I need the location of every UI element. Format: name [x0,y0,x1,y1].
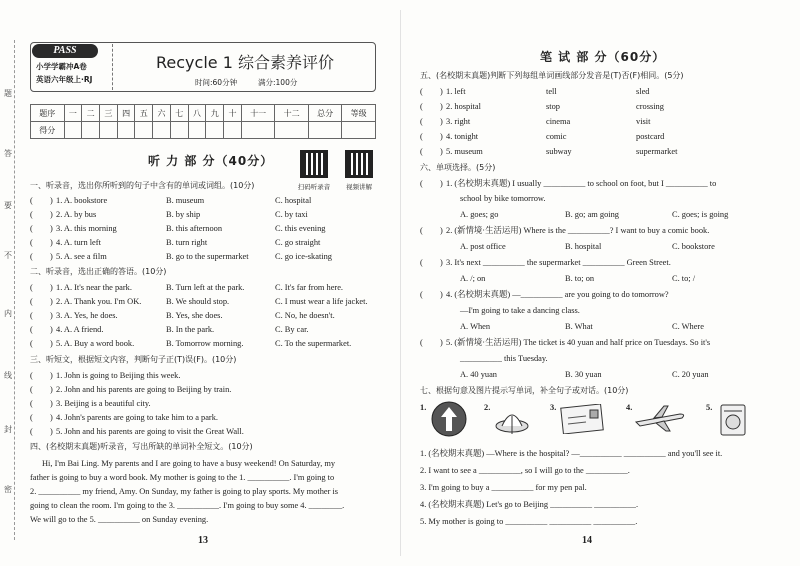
score-blank[interactable] [117,122,135,139]
statement: 5. John and his parents are going to visit the Great Wall. [56,427,244,436]
option-b: B. turn right [166,238,208,247]
score-table [30,104,376,139]
option-b: B. go to the supermarket [166,252,249,261]
option-b: B. In the park. [166,325,215,334]
answer-paren[interactable]: ( [420,87,423,96]
option-a: A. post office [460,242,506,251]
option-a: 3. A. Yes, he does. [56,311,118,320]
score-blank[interactable] [153,122,171,139]
qr-audio-label: 扫码听录音 [297,183,331,191]
fill-in-line: 1. (名校期末真题) —Where is the hospital? —__________ __________ and you'll see it. [420,449,723,458]
option-c: C. by taxi [275,210,308,219]
answer-paren-close: ) [50,427,53,436]
airplane-icon [634,404,686,432]
answer-paren[interactable]: ( [30,311,33,320]
answer-paren-close: ) [440,179,443,188]
written-heading: 笔 试 部 分（60分） [540,50,666,64]
word: 1. left [446,87,466,96]
score-cell: 八 [188,105,206,122]
option-a: 4. A. A friend. [56,325,104,334]
word: crossing [636,102,664,111]
answer-paren[interactable]: ( [420,132,423,141]
option-a: 5. A. see a film [56,252,107,261]
score-cell: 十 [224,105,242,122]
answer-paren[interactable]: ( [30,413,33,422]
picture-number: 5. [706,403,713,412]
score-blank[interactable] [308,122,342,139]
answer-paren[interactable]: ( [30,283,33,292]
option-b: B. this afternoon [166,224,223,233]
answer-paren[interactable]: ( [30,385,33,394]
answer-paren-close: ) [440,226,443,235]
option-b: B. by ship [166,210,201,219]
answer-paren[interactable]: ( [30,371,33,380]
option-c: C. to; / [672,274,696,283]
answer-paren[interactable]: ( [30,339,33,348]
word: 3. right [446,117,471,126]
answer-paren-close: ) [50,210,53,219]
answer-paren[interactable]: ( [30,210,33,219]
question-stem: 2. (新情境·生活运用) Where is the __________? I want to buy a comic book. [446,226,710,235]
fill-in-line: 2. I want to see a __________, so I will go to the __________. [420,466,630,475]
option-c: C. go ice-skating [275,252,332,261]
series-name: 小学学霸冲A卷 [36,62,87,71]
picture-number: 4. [626,403,633,412]
word: comic [546,132,567,141]
answer-paren[interactable]: ( [30,297,33,306]
word: postcard [636,132,665,141]
answer-paren-close: ) [440,102,443,111]
page-divider [400,10,401,556]
picture-number: 2. [484,403,491,412]
answer-paren[interactable]: ( [420,147,423,156]
score-cell: 一 [64,105,82,122]
section1-title: 一、听录音，选出你所听到的句子中含有的单词或词组。(10分) [30,181,255,190]
word: subway [546,147,572,156]
option-c: C. I must wear a life jacket. [275,297,368,306]
option-c: C. hospital [275,196,312,205]
option-b: B. go; am going [565,210,619,219]
word: 4. tonight [446,132,479,141]
statement: 3. Beijing is a beautiful city. [56,399,151,408]
score-cell: 十二 [275,105,309,122]
option-a: A. /; on [460,274,486,283]
option-a: 1. A. It's near the park. [56,283,132,292]
option-a: A. When [460,322,491,331]
option-c: C. bookstore [672,242,715,251]
title-box-separator [112,44,113,90]
passage-line: going to clean the room. I'm going to the 3. __________. I'm going to buy some 4. ________. [30,501,345,510]
word: 5. museum [446,147,483,156]
answer-paren[interactable]: ( [30,399,33,408]
answer-paren-close: ) [440,147,443,156]
option-b: B. to; on [565,274,595,283]
score-blank[interactable] [82,122,100,139]
score-cell: 等级 [342,105,376,122]
binding-char: 要 [4,201,12,210]
option-a: A. goes; go [460,210,499,219]
answer-paren-close: ) [50,325,53,334]
binding-char: 题 [4,89,12,98]
postcard-icon [560,404,604,434]
option-a: 3. A. this morning [56,224,117,233]
option-a: 5. A. Buy a word book. [56,339,135,348]
score-cell: 七 [170,105,188,122]
answer-paren[interactable]: ( [30,252,33,261]
answer-paren-close: ) [50,196,53,205]
qr-code-audio[interactable] [300,150,328,178]
option-a: 2. A. by bus [56,210,97,219]
option-c: C. 20 yuan [672,370,709,379]
answer-paren-close: ) [50,252,53,261]
answer-paren-close: ) [50,339,53,348]
option-a: A. 40 yuan [460,370,497,379]
binding-char: 不 [4,251,12,260]
score-blank[interactable] [241,122,275,139]
section7-title: 七、根据句意及图片提示写单词，补全句子或对话。(10分) [420,386,629,395]
answer-paren-close: ) [50,371,53,380]
answer-paren-close: ) [440,132,443,141]
answer-paren-close: ) [50,238,53,247]
answer-paren-close: ) [440,117,443,126]
go-straight-sign-icon [430,400,468,438]
question-stem: 5. (新情境·生活运用) The ticket is 40 yuan and half price on Tuesdays. So it's [446,338,711,347]
word: sled [636,87,650,96]
score-blank[interactable] [342,122,376,139]
score-cell: 题序 [31,105,65,122]
score-blank[interactable] [206,122,224,139]
pass-logo: PASS [32,44,98,58]
question-stem-cont: __________ this Tuesday. [460,354,548,363]
score-cell: 二 [82,105,100,122]
score-cell: 九 [206,105,224,122]
option-c: C. Where [672,322,704,331]
answer-paren-close: ) [50,399,53,408]
option-c: C. No, he doesn't. [275,311,335,320]
score-cell: 四 [117,105,135,122]
score-blank[interactable] [64,122,82,139]
binding-char: 封 [4,425,12,434]
option-b: B. Yes, she does. [166,311,223,320]
score-cell: 三 [99,105,117,122]
picture-number: 1. [420,403,427,412]
answer-paren-close: ) [50,385,53,394]
answer-paren[interactable]: ( [420,258,423,267]
score-cell: 五 [135,105,153,122]
picture-number: 3. [550,403,557,412]
option-b: B. 30 yuan [565,370,602,379]
passage-line: 2. __________ my friend, Amy. On Sunday, my father is going to play sports. My mother is [30,487,339,496]
option-b: B. hospital [565,242,602,251]
question-stem: 1. (名校期末真题) I usually __________ to school on foot, but I __________ to [446,179,717,188]
answer-paren-close: ) [50,224,53,233]
qr-video-label: 视频讲解 [346,183,372,191]
option-a: 1. A. bookstore [56,196,108,205]
option-c: C. To the supermarket. [275,339,352,348]
answer-paren[interactable]: ( [420,179,423,188]
score-blank[interactable] [188,122,206,139]
option-b: B. Turn left at the park. [166,283,245,292]
section3-title: 三、听短文，根据短文内容，判断句子正(T)误(F)。(10分) [30,355,237,364]
score-blank[interactable] [170,122,188,139]
listening-heading: 听 力 部 分（40分） [148,154,274,168]
answer-paren-close: ) [50,413,53,422]
word: supermarket [636,147,678,156]
passage-line: father is going to buy a word book. My mother is going to the 1. __________. I'm going to [30,473,335,482]
answer-paren-close: ) [50,311,53,320]
binding-char: 内 [4,309,12,318]
statement: 4. John's parents are going to take him to a park. [56,413,218,422]
answer-paren[interactable]: ( [30,238,33,247]
word: cinema [546,117,571,126]
question-stem: 4. (名校期末真题) —__________ are you going to do tomorrow? [446,290,669,299]
answer-paren-close: ) [440,258,443,267]
score-label: 得分 [31,122,65,139]
statement: 2. John and his parents are going to Beijing by train. [56,385,232,394]
score-input-row [31,122,376,139]
score-blank[interactable] [275,122,309,139]
score-cell: 总分 [308,105,342,122]
option-c: C. goes; is going [672,210,729,219]
score-cell: 六 [153,105,171,122]
answer-paren[interactable]: ( [30,325,33,334]
option-b: B. We should stop. [166,297,230,306]
fill-in-line: 3. I'm going to buy a __________ for my pen pal. [420,483,587,492]
answer-paren-close: ) [440,87,443,96]
option-b: B. What [565,322,593,331]
binding-char: 答 [4,149,12,158]
option-c: C. go straight [275,238,321,247]
score-cell: 十一 [241,105,275,122]
option-a: 4. A. turn left [56,238,101,247]
full-score-label: 满分:100分 [258,78,298,87]
option-c: C. this evening [275,224,326,233]
word: stop [546,102,560,111]
option-c: C. By car. [275,325,309,334]
binding-char: 密 [4,485,12,494]
passage-line: We will go to the 5. __________ on Sunday evening. [30,515,209,524]
answer-paren[interactable]: ( [30,427,33,436]
fill-in-line: 4. (名校期末真题) Let's go to Beijing __________ __________. [420,500,639,509]
sun-hat-icon [494,402,530,436]
option-c: C. It's far from here. [275,283,344,292]
option-b: B. museum [166,196,205,205]
answer-paren[interactable]: ( [420,102,423,111]
word: visit [636,117,651,126]
question-stem-cont: school by bike tomorrow. [460,194,546,203]
answer-paren[interactable]: ( [420,117,423,126]
answer-paren-close: ) [440,338,443,347]
score-blank[interactable] [224,122,242,139]
answer-paren[interactable]: ( [30,196,33,205]
statement: 1. John is going to Beijing this week. [56,371,181,380]
score-blank[interactable] [99,122,117,139]
section2-title: 二、听录音，选出正确的答语。(10分) [30,267,167,276]
word: 2. hospital [446,102,481,111]
binding-char: 线 [4,371,12,380]
time-label: 时间:60分钟 [195,78,238,87]
grade-label: 英语六年级上·RJ [36,75,93,84]
question-reply: —I'm going to take a dancing class. [460,306,580,315]
score-header-row [31,105,376,122]
section6-title: 六、单项选择。(5分) [420,163,496,172]
section4-title: 四、(名校期末真题)听录音，写出所缺的单词补全短文。(10分) [30,442,253,451]
option-a: 2. A. Thank you. I'm OK. [56,297,142,306]
question-stem: 3. It's next __________ the supermarket __________ Green Street. [446,258,671,267]
section5-title: 五、(名校期末真题)判断下列每组单词画线部分发音是(T)否(F)相同。(5分) [420,71,684,80]
option-b: B. Tomorrow morning. [166,339,244,348]
binding-line [14,40,15,540]
fill-in-line: 5. My mother is going to __________ __________ __________. [420,517,638,526]
answer-paren-close: ) [50,283,53,292]
page-title: Recycle 1 综合素养评价 [156,53,334,72]
score-blank[interactable] [135,122,153,139]
answer-paren[interactable]: ( [420,290,423,299]
answer-paren[interactable]: ( [420,338,423,347]
page-number-left: 13 [198,535,208,546]
word: tell [546,87,557,96]
answer-paren[interactable]: ( [30,224,33,233]
qr-code-video[interactable] [345,150,373,178]
page-number-right: 14 [582,535,592,546]
answer-paren[interactable]: ( [420,226,423,235]
washing-machine-icon [718,402,748,438]
answer-paren-close: ) [50,297,53,306]
passage-line: Hi, I'm Bai Ling. My parents and I are going to have a busy weekend! On Saturday, my [42,459,336,468]
answer-paren-close: ) [440,290,443,299]
